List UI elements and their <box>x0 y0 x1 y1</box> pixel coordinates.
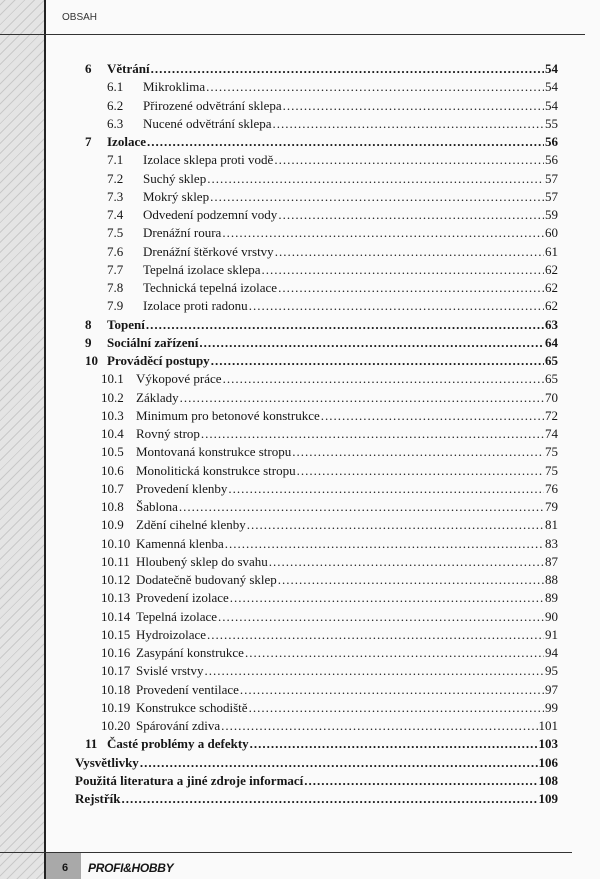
toc-entry-title: Časté problémy a defekty <box>107 736 249 752</box>
toc-entry-number: 7.7 <box>107 261 124 277</box>
toc-entry-title: Zdění cihelné klenby <box>136 517 246 533</box>
toc-entry-title: Izolace sklepa proti vodě <box>143 152 274 168</box>
toc-entry-title: Konstrukce schodiště <box>136 699 248 715</box>
toc-entry-page: 54 <box>545 79 558 95</box>
dot-leader <box>151 61 544 77</box>
dot-leader <box>206 79 544 95</box>
toc-entry-title: Mokrý sklep <box>143 188 210 204</box>
toc-entry-page: 59 <box>545 207 558 222</box>
dot-leader <box>179 499 544 515</box>
toc-entry-number: 10.5 <box>101 444 124 460</box>
toc-entry-title: Použitá literatura a jiné zdroje informací <box>75 772 304 788</box>
toc-entry[interactable] <box>0 152 558 170</box>
dot-leader <box>283 98 544 114</box>
toc-entry[interactable] <box>0 207 558 225</box>
toc-entry-page: 64 <box>545 334 558 350</box>
toc-entry-page: 76 <box>545 480 558 496</box>
dot-leader <box>278 572 544 588</box>
dot-leader <box>207 627 544 643</box>
toc-entry-title: Provedení ventilace <box>136 681 239 697</box>
toc-entry-page: 106 <box>538 754 558 770</box>
toc-entry-title: Sociální zařízení <box>107 334 199 350</box>
dot-leader <box>245 645 544 661</box>
toc-entry-number: 10.7 <box>101 480 124 496</box>
dot-leader <box>180 390 544 406</box>
toc-entry-number: 6.1 <box>107 79 124 95</box>
toc-entry[interactable] <box>0 134 558 152</box>
toc-entry-page: 108 <box>538 772 558 788</box>
dot-leader <box>269 554 544 570</box>
toc-entry-title: Kamenná klenba <box>136 535 224 551</box>
dot-leader <box>228 481 544 497</box>
toc-entry-number: 10.8 <box>101 499 124 514</box>
toc-entry[interactable] <box>0 335 558 353</box>
toc-entry[interactable] <box>0 517 558 535</box>
toc-entry[interactable] <box>0 481 558 499</box>
dot-leader <box>261 262 544 278</box>
toc-entry-page: 103 <box>538 736 558 752</box>
toc-entry-title: Vysvětlivky <box>75 754 139 770</box>
dot-leader <box>225 536 544 552</box>
toc-entry[interactable] <box>0 244 558 262</box>
toc-entry-page: 81 <box>545 517 558 533</box>
toc-entry-title: Provedení izolace <box>136 590 229 606</box>
toc-entry-number: 6 <box>85 61 92 76</box>
toc-entry-number: 10.14 <box>101 608 131 624</box>
toc-entry-title: Svislé vrstvy <box>136 663 204 679</box>
toc-entry[interactable] <box>0 189 558 207</box>
toc-entry-number: 10.18 <box>101 681 131 697</box>
toc-entry-page: 62 <box>545 280 558 295</box>
toc-entry-number: 8 <box>85 316 92 332</box>
dot-leader <box>205 663 544 679</box>
toc-entry-title: Zasypání konstrukce <box>136 645 244 660</box>
toc-entry-number: 10.19 <box>101 699 131 715</box>
toc-entry-title: Základy <box>136 389 179 405</box>
toc-entry-number: 7.9 <box>107 298 124 314</box>
toc-entry-number: 10.15 <box>101 626 131 642</box>
toc-entry-page: 79 <box>545 499 558 514</box>
toc-entry-number: 6.2 <box>107 97 124 113</box>
toc-entry-title: Šablona <box>136 499 178 514</box>
toc-entry[interactable] <box>0 572 558 590</box>
toc-entry-title: Dodatečně budovaný sklep <box>136 572 277 587</box>
toc-entry-page: 95 <box>545 663 558 679</box>
toc-entry-number: 10.6 <box>101 462 124 478</box>
toc-entry-title: Hloubený sklep do svahu <box>136 553 268 569</box>
toc-entry-page: 91 <box>545 626 558 642</box>
toc-entry-title: Monolitická konstrukce stropu <box>136 462 296 478</box>
toc-entry-page: 109 <box>538 791 558 806</box>
toc-entry-number: 7.2 <box>107 170 124 186</box>
toc-entry[interactable] <box>0 609 558 627</box>
dot-leader <box>249 700 544 716</box>
dot-leader <box>221 718 537 734</box>
toc-entry-page: 62 <box>545 298 558 314</box>
toc-entry-page: 70 <box>545 389 558 405</box>
toc-entry-number: 10.12 <box>101 572 131 587</box>
toc-entry-page: 83 <box>545 535 558 551</box>
dot-leader <box>249 298 544 314</box>
dot-leader <box>278 280 544 296</box>
toc-entry-page: 56 <box>545 134 558 149</box>
toc-entry[interactable] <box>0 755 558 773</box>
toc-entry-page: 65 <box>545 353 558 368</box>
toc-entry-page: 60 <box>545 225 558 241</box>
dot-leader <box>218 609 544 625</box>
toc-entry-title: Suchý sklep <box>143 170 207 186</box>
toc-entry-number: 7.8 <box>107 280 124 295</box>
toc-entry-number: 10.16 <box>101 645 131 660</box>
toc-entry-title: Větrání <box>107 61 150 76</box>
toc-entry[interactable] <box>0 225 558 243</box>
toc-entry-title: Minimum pro betonové konstrukce <box>136 407 320 423</box>
toc-entry-number: 10.3 <box>101 407 124 423</box>
toc-entry-page: 99 <box>545 699 558 715</box>
dot-leader <box>207 171 544 187</box>
toc-entry-number: 10.9 <box>101 517 124 533</box>
dot-leader <box>223 371 544 387</box>
toc-entry-page: 97 <box>545 681 558 697</box>
dot-leader <box>297 463 544 479</box>
toc-entry[interactable] <box>0 171 558 189</box>
toc-entry-title: Hydroizolace <box>136 626 207 642</box>
toc-entry-number: 10.10 <box>101 535 131 551</box>
toc-entry[interactable] <box>0 262 558 280</box>
toc-entry-title: Tepelná izolace <box>136 608 218 624</box>
toc-entry[interactable] <box>0 682 558 700</box>
toc-entry-number: 7.3 <box>107 188 124 204</box>
dot-leader <box>147 134 544 150</box>
dot-leader <box>201 426 544 442</box>
toc-entry[interactable] <box>0 353 558 371</box>
dot-leader <box>273 116 544 132</box>
toc-entry-page: 55 <box>545 115 558 131</box>
page-number: 6 <box>62 862 69 874</box>
toc-entry-title: Montovaná konstrukce stropu <box>136 444 292 460</box>
toc-entry[interactable] <box>0 791 558 809</box>
toc-entry-number: 10.20 <box>101 718 131 733</box>
toc-entry[interactable] <box>0 98 558 116</box>
toc-entry-page: 88 <box>545 572 558 587</box>
toc-entry-title: Odvedení podzemní vody <box>143 207 278 222</box>
dot-leader <box>275 244 544 260</box>
toc-entry-number: 7.6 <box>107 243 124 259</box>
toc-entry-title: Drenážní roura <box>143 225 222 241</box>
toc-entry-title: Drenážní štěrkové vrstvy <box>143 243 274 259</box>
toc-entry-title: Topení <box>107 316 145 332</box>
dot-leader <box>211 353 544 369</box>
toc-entry[interactable] <box>0 700 558 718</box>
toc-entry-title: Izolace proti radonu <box>143 298 248 314</box>
toc-entry-page: 75 <box>545 444 558 460</box>
dot-leader <box>250 736 538 752</box>
toc-entry[interactable] <box>0 61 558 79</box>
toc-entry-number: 11 <box>85 736 98 752</box>
toc-entry-number: 6.3 <box>107 115 124 131</box>
toc-entry[interactable] <box>0 116 558 134</box>
footer-rule <box>0 852 572 853</box>
toc-entry-number: 10.17 <box>101 663 131 679</box>
dot-leader <box>210 189 544 205</box>
toc-entry-number: 10.11 <box>101 553 130 569</box>
toc-entry-number: 7.5 <box>107 225 124 241</box>
toc-entry-page: 65 <box>545 371 558 387</box>
dot-leader <box>222 225 544 241</box>
toc-entry[interactable] <box>0 463 558 481</box>
toc-entry-title: Rejstřík <box>75 791 121 806</box>
toc-entry-page: 101 <box>538 718 558 733</box>
toc-entry-page: 54 <box>545 61 558 76</box>
toc-entry[interactable] <box>0 390 558 408</box>
toc-entry[interactable] <box>0 317 558 335</box>
toc-entry-number: 10.4 <box>101 426 124 441</box>
header-rule <box>0 34 585 35</box>
toc-entry-title: Provedení klenby <box>136 480 228 496</box>
toc-entry[interactable] <box>0 408 558 426</box>
running-header: OBSAH <box>62 12 98 23</box>
toc-entry-page: 74 <box>545 426 558 441</box>
toc-entry-title: Spárování zdiva <box>136 718 221 733</box>
toc-entry[interactable] <box>0 79 558 97</box>
toc-entry-title: Výkopové práce <box>136 371 222 387</box>
dot-leader <box>321 408 544 424</box>
toc-entry[interactable] <box>0 627 558 645</box>
dot-leader <box>146 317 544 333</box>
toc-entry-number: 10 <box>85 353 98 368</box>
toc-entry-number: 7.1 <box>107 152 124 168</box>
toc-entry-number: 10.1 <box>101 371 124 387</box>
toc-entry-page: 62 <box>545 261 558 277</box>
toc-entry[interactable] <box>0 736 558 754</box>
toc-entry-page: 57 <box>545 170 558 186</box>
toc-entry-title: Mikroklima <box>143 79 206 95</box>
toc-entry-title: Izolace <box>107 134 146 149</box>
dot-leader <box>247 517 544 533</box>
toc-entry-page: 75 <box>545 462 558 478</box>
toc-entry-title: Rovný strop <box>136 426 200 441</box>
dot-leader <box>240 682 544 698</box>
dot-leader <box>230 590 544 606</box>
toc-entry-title: Nucené odvětrání sklepa <box>143 115 272 131</box>
toc-entry-page: 54 <box>545 97 558 113</box>
publisher-logo: PROFI&HOBBY <box>88 861 174 875</box>
toc-entry[interactable] <box>0 718 558 736</box>
toc-entry-page: 57 <box>545 188 558 204</box>
toc-entry-number: 7.4 <box>107 207 124 222</box>
toc-entry-page: 56 <box>545 152 558 168</box>
toc-entry-title: Technická tepelná izolace <box>143 280 278 295</box>
toc-entry[interactable] <box>0 663 558 681</box>
dot-leader <box>122 791 538 807</box>
dot-leader <box>292 444 544 460</box>
toc-entry[interactable] <box>0 426 558 444</box>
toc-entry[interactable] <box>0 298 558 316</box>
dot-leader <box>199 335 544 351</box>
toc-entry-page: 63 <box>545 316 558 332</box>
toc-entry-page: 72 <box>545 407 558 423</box>
dot-leader <box>274 152 544 168</box>
toc-entry-page: 94 <box>545 645 558 660</box>
toc-entry[interactable] <box>0 773 558 791</box>
dot-leader <box>278 207 544 223</box>
toc-entry[interactable] <box>0 444 558 462</box>
toc-entry-number: 7 <box>85 134 92 149</box>
toc-entry-number: 10.2 <box>101 389 124 405</box>
toc-entry-page: 61 <box>545 243 558 259</box>
toc-entry-number: 9 <box>85 334 92 350</box>
dot-leader <box>140 755 538 771</box>
toc-entry[interactable] <box>0 499 558 517</box>
toc-entry[interactable] <box>0 645 558 663</box>
toc-entry-title: Prováděcí postupy <box>107 353 210 368</box>
toc-entry-title: Přirozené odvětrání sklepa <box>143 97 282 113</box>
toc-entry[interactable] <box>0 590 558 608</box>
toc-entry[interactable] <box>0 280 558 298</box>
toc-entry-page: 89 <box>545 590 558 606</box>
dot-leader <box>304 773 537 789</box>
toc-entry[interactable] <box>0 536 558 554</box>
toc-entry[interactable] <box>0 371 558 389</box>
toc-entry-title: Tepelná izolace sklepa <box>143 261 261 277</box>
toc-entry[interactable] <box>0 554 558 572</box>
toc-entry-page: 90 <box>545 608 558 624</box>
toc-entry-number: 10.13 <box>101 590 131 606</box>
toc-entry-page: 87 <box>545 553 558 569</box>
